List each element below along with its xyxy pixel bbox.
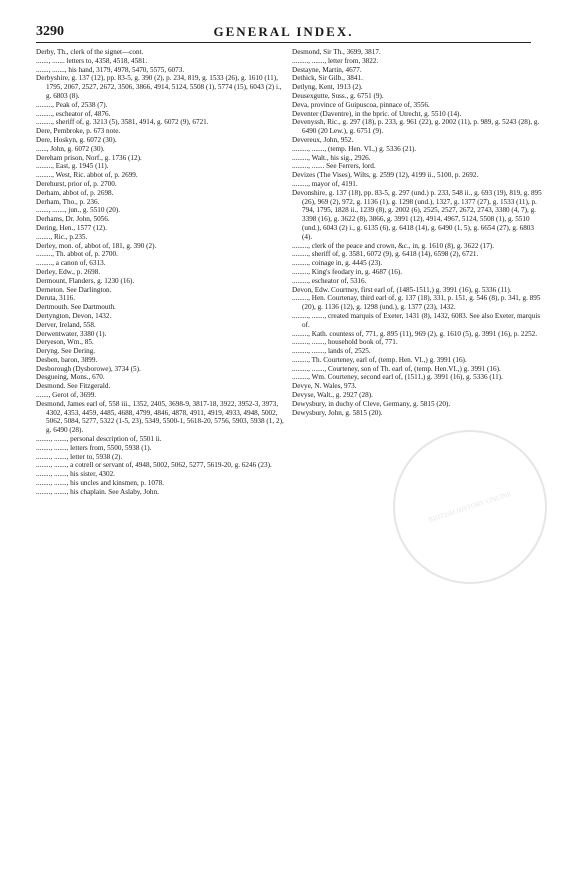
index-entry: Dewysbury, John, g. 5815 (20). (292, 408, 383, 417)
index-entry: ........., a canon of, 6313. (36, 259, 106, 268)
index-entry: Devonshire, g. 137 (18), pp. 83-5, g. 297 (und.) p. 233, 548 ii., g. 693 (19), 819, g. 895 (26), 969 (2), 972, g. 1136 (1), g. 1298 (und.), 1327, g. 1377 (27), g. 1533 (11), p. 794, 1795, 1828 ii., 1239 (8), g. 2002 (6), 2525, 2527, 2672, 2743, 3380 (4, 7), g. 3398 (16), g. 3622 (8), 3866, g. 3991 (12), 4914, 4967, 5124, 5508 (1), g. 5510 (und.), 6043 (2) i., g. 6135 (6), g. 6418 (14), g. 6490 (1, 5), g. 6654 (27), g. 6803 (4). (292, 188, 542, 241)
index-entry: Desborough (Dysborowe), 3734 (5). (36, 364, 141, 373)
index-entry: ........, ......., letters from, 5500, 5938 (1). (36, 443, 152, 452)
index-entry: Devizes (The Vises), Wilts, g. 2599 (12), 4199 ii., 5100, p. 2692. (292, 171, 479, 180)
index-entry: Desmond. See Fitzgerald. (36, 382, 111, 391)
index-entry: ........., coinage in, g. 4445 (23). (292, 259, 383, 268)
index-entry: Deryng. See Dering. (36, 347, 96, 356)
index-entry: ........, ......., personal description of, 5501 ii. (36, 435, 162, 444)
index-entry: ........., Wm. Courteney, second earl of, (1511,) g. 3991 (16), g. 5336 (11). (292, 373, 503, 382)
index-entry: Destayne, Martin, 4677. (292, 65, 362, 74)
index-entry: ........, Ric., p.235. (36, 232, 88, 241)
index-entry: ........, ......., his sister, 4302. (36, 470, 115, 479)
index-entry: Deva, province of Guipuscoa, pinnace of, 3556. (292, 100, 430, 109)
index-entry: Devereux, John, 952. (292, 135, 354, 144)
index-entry: Desgueing, Mons., 670. (36, 373, 105, 382)
index-entry: Detlyng, Kent, 1913 (2). (292, 83, 363, 92)
index-entry: Derhams, Dr. John, 5056. (36, 215, 110, 224)
index-entry: ........., West, Ric. abbot of, p. 2699. (36, 171, 138, 180)
index-entry: Derley, mon. of, abbot of, 181, g. 390 (2). (36, 241, 157, 250)
index-entry: Derwentwater, 3380 (1). (36, 329, 107, 338)
index-entry: ........., sheriff of, g. 3581, 6072 (9), g. 6418 (14), 6598 (2), 6721. (292, 250, 479, 259)
index-entry: ........., escheator of, 4876. (36, 109, 111, 118)
index-entry: ........, ......., letter to, 5938 (2). (36, 452, 123, 461)
index-entry: ........., King's feodary in, g. 4687 (16). (292, 267, 403, 276)
page-number: 3290 (36, 24, 64, 39)
index-entry: ........., Peak of, 2538 (7). (36, 100, 108, 109)
index-entry: Desben, baron, 3899. (36, 355, 98, 364)
right-column (292, 48, 542, 417)
index-entry: ........., escheator of, 5316. (292, 276, 367, 285)
index-entry: ........., clerk of the peace and crown, &c., in, g. 1610 (8), g. 3622 (17). (292, 241, 494, 250)
index-entry: ........., ......., created marquis of Exeter, 1431 (8), 1432, 6083. See also Exeter, marquis of. (292, 311, 541, 329)
watermark-text: BRITISH HISTORY ONLINE (427, 489, 513, 525)
index-entry: ......., ......., his hand, 3179, 4978, 5470, 5575, 6073. (36, 65, 185, 74)
index-entry: Dethick, Sir Gilb., 3841. (292, 74, 363, 83)
index-entry: ........., ......., letter from, 3822. (292, 56, 379, 65)
index-entry: Derver, Ireland, 558. (36, 320, 96, 329)
index-entry: ........., ......., (temp. Hen. VI.,) g. 5336 (21). (292, 144, 417, 153)
index-entry: ........., Th. Courteney, earl of, (temp. Hen. VI.,) g. 3991 (16). (292, 355, 467, 364)
index-entry: ........, ......., his uncles and kinsmen, p. 1078. (36, 479, 164, 488)
index-entry: Derham, abbot of, p. 2698. (36, 188, 114, 197)
index-entry: Derbyshire, g. 137 (12), pp. 83-5, g. 390 (2), p. 234, 819, g. 1533 (26), g. 1610 (11), 1795, 2067, 2527, 2672, 3506, 3866, 4914, 5124, 5508 (1), 5774 (15), 6043 (2) i., g. 6803 (8). (36, 74, 282, 100)
index-entry: Derneton. See Darlington. (36, 285, 112, 294)
index-entry: Desmond, James earl of, 558 iii., 1352, 2405, 3698-9, 3817-18, 3922, 3952-3, 3973, 4302, 4353, 4459, 4485, 4688, 4799, 4846, 4878, 4911, 4919, 4933, 4948, 5002, 5062, 5084, 5277, 5322 (1-5, 23), 5349, 5500-1, 5618-20, 5756, 5903, 5938 (1, 2), g. 6490 (28). (36, 399, 284, 435)
index-entry: ........., sheriff of, g. 3213 (5), 3581, 4914, g. 6072 (9), 6721. (36, 118, 209, 127)
index-entry: Derby, Th., clerk of the signet—cont. (36, 48, 144, 56)
index-entry: ......, John, g. 6072 (30). (36, 144, 105, 153)
index-entry: ........., ......., household book of, 771. (292, 338, 398, 347)
index-entry: Dereham prison, Norf., g. 1736 (12). (36, 153, 142, 162)
index-entry: ........., ......., Courteney, son of Th. earl of, (temp. Hen.VI.,) g. 3991 (16). (292, 364, 501, 373)
index-entry: ........., Th. abbot of, p. 2700. (36, 250, 118, 259)
index-entry: Deusexgutte, Suss., g. 6751 (9). (292, 91, 384, 100)
index-entry: ........., East, g. 1945 (11). (36, 162, 109, 171)
index-entry: Devyse, Walt., g. 2927 (28). (292, 391, 373, 400)
index-entry: Dermount, Flanders, g. 1230 (16). (36, 276, 135, 285)
index-entry: ........., ....... See Ferrers, lord. (292, 162, 376, 171)
left-column (36, 48, 286, 497)
index-entry: Deruta, 3116. (36, 294, 76, 303)
index-entry: Dering, Hen., 1577 (12). (36, 223, 107, 232)
index-entry: Derham, Tho., p. 236. (36, 197, 100, 206)
index-entry: Dertyngton, Devon, 1432. (36, 311, 112, 320)
index-entry: ........., mayor of, 4191. (292, 179, 358, 188)
index-entry: ........., Walt., his sig., 2926. (292, 153, 371, 162)
index-entry: ......., ......., jun., g. 5510 (20). (36, 206, 121, 215)
index-entry: ........., Hen. Courtenay, third earl of, g. 137 (18), 331, p. 151, g. 546 (8), p. 341, g. 895 (20), g. 1136 (12), g. 1298 (und.), g. 1377 (23), 1432. (292, 294, 541, 312)
index-entry: Devenyssh, Ric., g. 297 (18), p. 233, g. 961 (22), g. 2002 (11), p. 989, g. 5243 (28), g. 6490 (20 Lew.), g. 6751 (9). (292, 118, 540, 136)
index-entry: Derehurst, prior of, p. 2700. (36, 179, 117, 188)
index-entry: Dere, Hoskyn, g. 6072 (30). (36, 135, 117, 144)
index-entry: Dewysbury, in duchy of Cleve, Germany, g. 5815 (20). (292, 399, 451, 408)
index-entry: Devon, Edw. Courtney, first earl of, (1485-1511,) g. 3991 (16), g. 5336 (11). (292, 285, 512, 294)
page-title: GENERAL INDEX. (213, 24, 354, 39)
index-entry: Dere, Pembroke, p. 673 note. (36, 127, 121, 136)
index-entry: Deventer (Daventre), in the bpric. of Utrecht, g. 5510 (14). (292, 109, 462, 118)
index-entry: ........, ......., a cotrell or servant of, 4948, 5002, 5062, 5277, 5619-20, g. 6246 (23). (36, 461, 272, 470)
index-entry: ........., Kath. countess of, 771, g. 895 (11), 969 (2), g. 1610 (5), g. 3991 (16), p. 2252. (292, 329, 538, 338)
index-entry: ........., ......., lands of, 2525. (292, 347, 371, 356)
index-entry: ........, ......., his chaplain. See Aslaby, John. (36, 487, 159, 496)
index-entry: Deryeson, Wm., 85. (36, 338, 94, 347)
index-entry: Derley, Edw., p. 2698. (36, 267, 101, 276)
index-entry: Devye, N. Wales, 973. (292, 382, 357, 391)
index-entry: Dertmouth. See Dartmouth. (36, 303, 116, 312)
index-entry: ......., ....... letters to, 4358, 4518, 4581. (36, 56, 148, 65)
index-entry: Desmond, Sir Th., 3699, 3817. (292, 48, 381, 56)
page-header (36, 24, 531, 43)
watermark-seal (373, 410, 567, 604)
index-entry: ......., Gerot of, 3699. (36, 391, 97, 400)
